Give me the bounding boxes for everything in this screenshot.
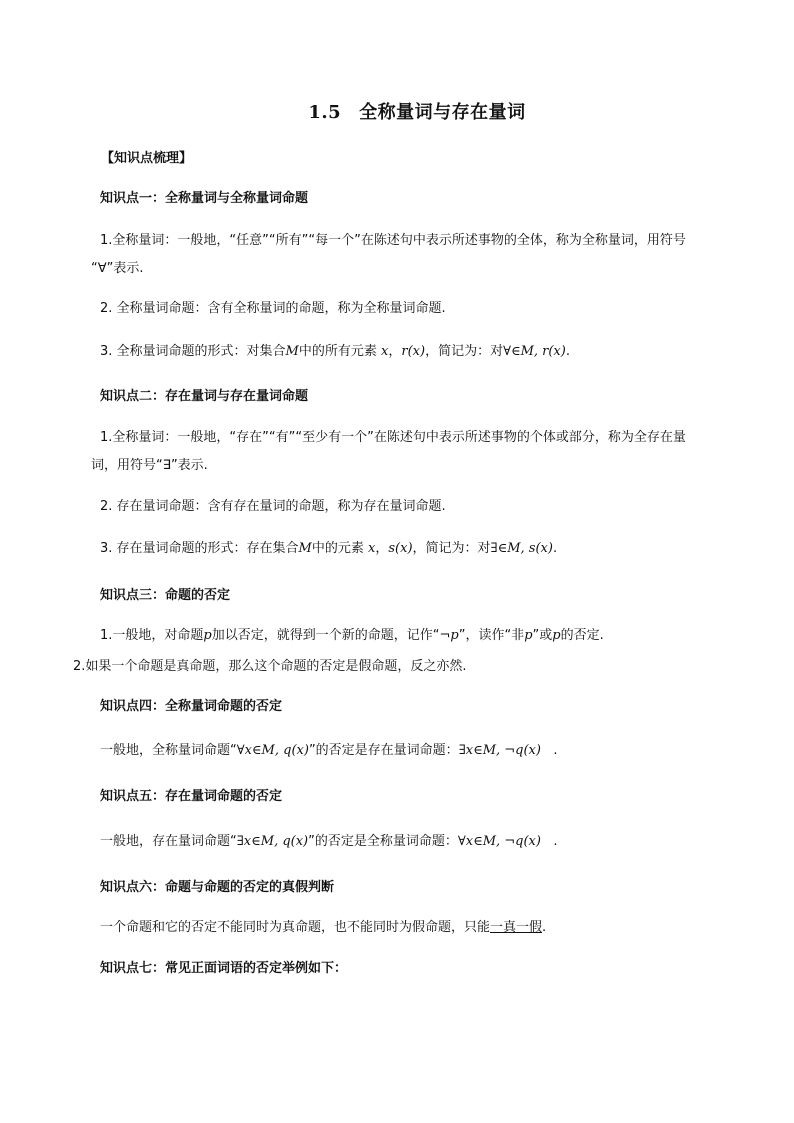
k2-p3-comma: ，	[375, 541, 389, 556]
k1-p3-period: .	[565, 344, 570, 359]
k2-p3-element-x: x	[368, 541, 376, 556]
k4-heading: 知识点四：全称量词命题的否定	[100, 699, 283, 714]
k3-p1-text-b: 加以否定，就得到一个新的命题，记作“	[211, 628, 440, 643]
k1-heading: 知识点一：全称量词与全称量词命题	[100, 191, 309, 206]
k4-formula-1: ∀x∈M, q(x)	[236, 743, 309, 758]
k5-formula-1: ∃x∈M, q(x)	[236, 834, 309, 849]
k3-p1-p3: p	[552, 628, 561, 643]
k1-p3	[100, 343, 570, 361]
k3-p2: 2.如果一个命题是真命题，那么这个命题的否定是假命题，反之亦然.	[73, 659, 467, 674]
k7-heading: 知识点七：常见正面词语的否定举例如下：	[100, 961, 348, 976]
k5-p	[100, 833, 558, 851]
k1-p3-rx: r(x)	[401, 344, 426, 359]
k3-p1-text-c: ”，读作“非	[458, 628, 525, 643]
k2-p3-period: .	[552, 541, 558, 556]
k3-p1	[100, 627, 604, 645]
k3-heading: 知识点三：命题的否定	[100, 588, 231, 603]
k1-p3-set-M: M	[285, 344, 299, 359]
page-title	[0, 98, 794, 124]
k6-underlined-text: 一真一假	[490, 920, 543, 935]
k5-heading: 知识点五：存在量词命题的否定	[100, 789, 283, 804]
k1-p3-text-a: 3. 全称量词命题的形式：对集合	[100, 344, 286, 359]
k4-text-b: ”的否定是存在量词命题：	[308, 743, 459, 758]
k2-p1-line2: 词，用符号“∃”表示.	[91, 458, 208, 473]
k6-heading: 知识点六：命题与命题的否定的真假判断	[100, 880, 335, 895]
k6-period: .	[542, 920, 547, 935]
k1-p3-text-d: ，简记为：对	[425, 344, 504, 359]
title-number: 1.5	[308, 102, 342, 123]
k2-p1-line1: 1.全称量词：一般地，“存在”“有”“至少有一个”在陈述句中表示所述事物的个体或部分，称为全存在量	[100, 430, 686, 445]
k3-p1-p: p	[203, 628, 212, 643]
k1-p2: 2. 全称量词命题：含有全称量词的命题，称为全称量词命题.	[100, 301, 446, 316]
k2-p3-sx: s(x)	[388, 541, 413, 556]
k1-p3-text-b: 中的所有元素	[298, 344, 377, 359]
k5-text-a: 一般地，存在量词命题“	[100, 834, 237, 849]
k2-p3-set-M: M	[298, 541, 312, 556]
k4-text-a: 一般地，全称量词命题“	[100, 743, 237, 758]
k3-p1-text-d: ”或	[532, 628, 553, 643]
k3-p1-notp: ¬p	[439, 628, 459, 643]
title-text: 全称量词与存在量词	[359, 102, 526, 123]
k1-p3-comma: ，	[388, 344, 402, 359]
k4-p	[100, 742, 558, 760]
k6-text-a: 一个命题和它的否定不能同时为真命题，也不能同时为假命题，只能	[100, 920, 491, 935]
k3-p1-p2: p	[524, 628, 533, 643]
k4-formula-2: ∃x∈M, ¬q(x)	[458, 743, 541, 758]
k1-p3-formula: ∀∈M, r(x)	[503, 344, 566, 359]
k2-p3-text-d: ，简记为：对	[412, 541, 491, 556]
k5-formula-2: ∀x∈M, ¬q(x)	[457, 834, 541, 849]
k5-text-b: ”的否定是全称量词命题：	[308, 834, 458, 849]
k1-p1-line2: “∀”表示.	[91, 261, 144, 276]
k1-p3-element-x: x	[381, 344, 389, 359]
k2-p3	[100, 540, 557, 558]
k2-p2: 2. 存在量词命题：含有存在量词的命题，称为存在量词命题.	[100, 499, 446, 514]
k1-p1-line1: 1.全称量词：一般地，“任意”“所有”“每一个”在陈述句中表示所述事物的全体，称为全称量词，用符号	[100, 233, 686, 248]
k2-p3-text-a: 3. 存在量词命题的形式：存在集合	[100, 541, 299, 556]
section-label: 【知识点梳理】	[101, 151, 193, 166]
k5-period: .	[553, 834, 558, 849]
k2-p3-text-b: 中的元素	[311, 541, 364, 556]
k3-p1-text-a: 1.一般地，对命题	[100, 628, 204, 643]
k4-period: .	[553, 743, 558, 758]
k2-p3-formula: ∃∈M, s(x)	[490, 541, 553, 556]
k3-p1-text-e: 的否定.	[560, 628, 604, 643]
k6-p	[100, 919, 546, 937]
k2-heading: 知识点二：存在量词与存在量词命题	[100, 389, 309, 404]
